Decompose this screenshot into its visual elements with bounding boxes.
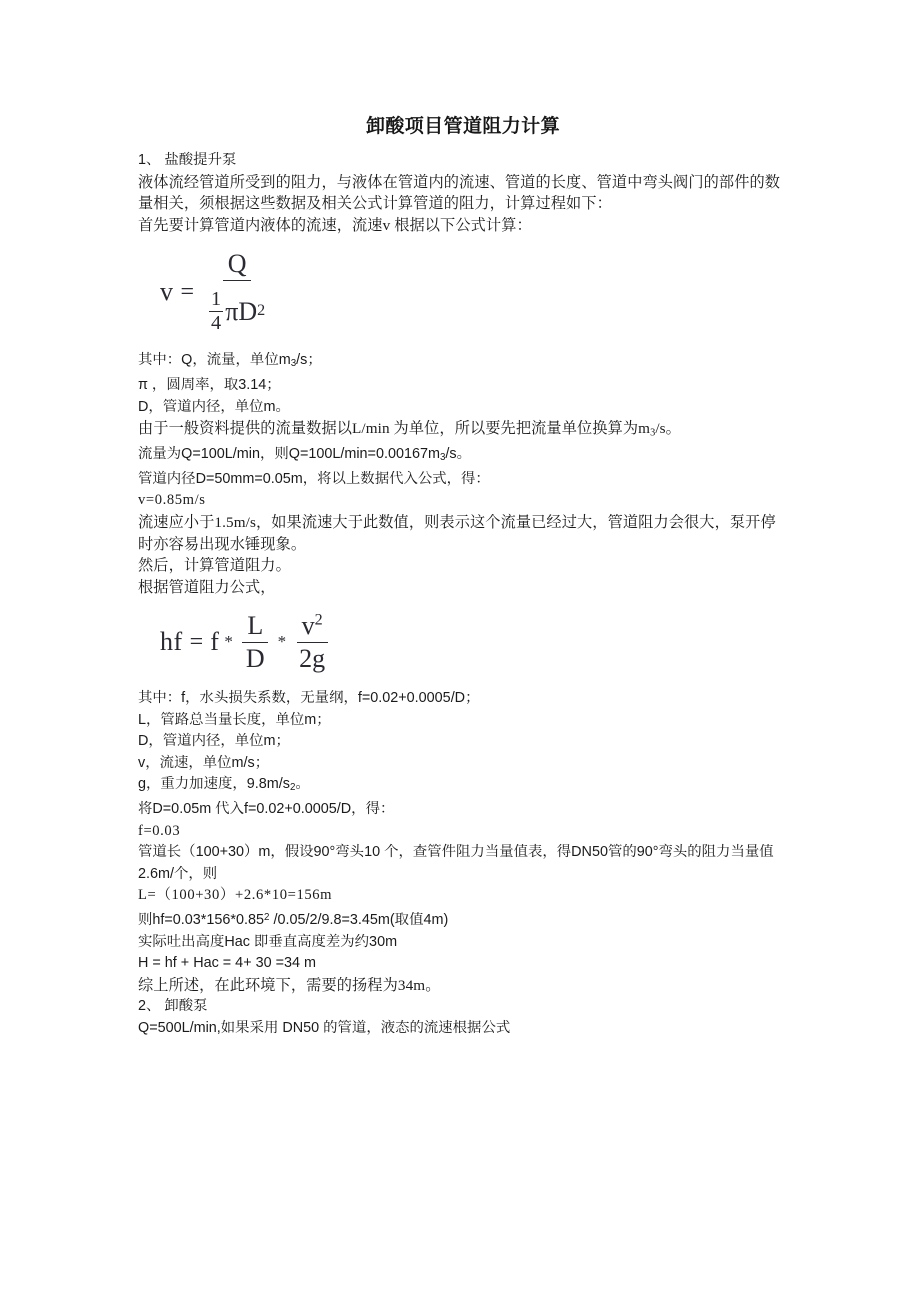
flow-rate-tail: /s。 <box>445 446 472 463</box>
total-head-equation: H = hf + Hac = 4+ 30 =34 m <box>138 955 316 972</box>
unit-conversion-sub: 3 <box>650 427 656 439</box>
conclusion-line: 综上所述，在此环境下，需要的扬程为34m。 <box>138 976 441 994</box>
unit-conversion-tail: /s。 <box>655 420 681 438</box>
velocity-exponent: 2 <box>314 611 323 629</box>
section-2-heading: 2、 卸酸泵 <box>138 998 208 1015</box>
page-title: 卸酸项目管道阻力计算 <box>365 116 560 137</box>
variable-v-definition: v，流速，单位m/s； <box>138 754 270 771</box>
variable-Q-sub: 3 <box>290 358 297 370</box>
variable-Q-text: 其中：Q，流量，单位m <box>138 352 291 369</box>
quarter-fraction-numerator: 1 <box>209 289 223 312</box>
pipe-length-elbow-note: 管道长（100+30）m，假设90°弯头10 个，查管件阻力当量值表，得DN50管的90°弯头的阻力当量值2.6m/个，则 <box>138 844 774 882</box>
head-loss-formula-equals: = <box>189 629 204 656</box>
unit-conversion-text: 由于一般资料提供的流量数据以L/min 为单位，所以要先把流量单位换算为m <box>138 420 651 438</box>
friction-factor-symbol: f <box>210 627 220 657</box>
variable-pi-definition: π ，圆周率，取3.14； <box>138 376 281 393</box>
variable-L-definition: L，管路总当量长度，单位m； <box>138 711 331 728</box>
next-step-note: 然后，计算管道阻力。 <box>138 557 291 575</box>
pi-d-exponent: 2 <box>257 301 266 319</box>
f-substitution-line: 将D=0.05m 代入f=0.02+0.0005/D，得： <box>138 801 395 818</box>
head-loss-exponent: 2 <box>264 911 270 923</box>
quarter-fraction-denominator: 4 <box>211 311 222 334</box>
variable-D-definition: D，管道内径，单位m。 <box>138 398 290 415</box>
section-1-paragraph-1: 液体流经管道所受到的阻力，与液体在管道内的流速、管道的长度、管道中弯头阀门的部件的数量相关，须根据这些数据及相关公式计算管道的阻力，计算过程如下： <box>138 173 781 213</box>
velocity-head-fraction <box>294 612 330 672</box>
head-loss-value: /0.05/2/9.8=3.45m(取值4m) <box>269 912 449 929</box>
flow-rate-value <box>138 444 788 469</box>
variable-g-tail: 。 <box>295 776 310 793</box>
head-loss-formula-lhs: hf <box>160 627 183 657</box>
head-loss-formula <box>160 612 788 672</box>
document-body <box>138 112 788 1040</box>
velocity-formula-equals: = <box>180 279 195 306</box>
variable-D2-definition: D，管道内径，单位m； <box>138 733 290 750</box>
two-g-term: 2g <box>299 643 326 673</box>
variable-g-definition <box>138 774 788 799</box>
velocity-limit-note: 流速应小于1.5m/s，如果流速大于此数值，则表示这个流量已经过大，管道阻力会很大，泵开停时亦容易出现水锤现象。 <box>138 513 776 553</box>
unit-conversion-note <box>138 418 788 444</box>
velocity-symbol: v <box>301 611 315 641</box>
velocity-formula-lhs: v <box>160 277 174 307</box>
multiply-operator-2: * <box>277 631 287 651</box>
flow-rate-text: 流量为Q=100L/min，则Q=100L/min=0.00167m <box>138 446 440 463</box>
velocity-formula-numerator: Q <box>223 250 252 280</box>
velocity-formula <box>160 250 788 334</box>
multiply-operator-1: * <box>224 631 233 651</box>
head-loss-result <box>138 907 788 932</box>
head-loss-expression: 则hf=0.03*156*0.85 <box>138 912 265 929</box>
variable-g-text: g，重力加速度，9.8m/s <box>138 776 290 793</box>
f-result: f=0.03 <box>138 822 181 839</box>
diameter-symbol: D <box>245 643 265 673</box>
resistance-formula-intro: 根据管道阻力公式， <box>138 578 276 596</box>
velocity-squared <box>297 612 328 642</box>
variable-Q-unit-tail: /s； <box>296 352 322 369</box>
section-1-heading: 1、 盐酸提升泵 <box>138 152 237 168</box>
velocity-formula-fraction <box>204 250 270 334</box>
variable-Q-definition <box>138 350 788 375</box>
velocity-result: v=0.85m/s <box>138 492 206 509</box>
pipe-diameter-value: 管道内径D=50mm=0.05m，将以上数据代入公式，得： <box>138 470 490 487</box>
variable-f-definition: 其中：f，水头损失系数，无量纲，f=0.02+0.0005/D； <box>138 689 480 706</box>
pi-d-term: πD <box>225 296 258 326</box>
equivalent-length-result: L=（100+30）+2.6*10=156m <box>138 887 333 904</box>
quarter-fraction <box>209 289 223 335</box>
flow-rate-sub: 3 <box>439 452 446 464</box>
length-symbol: L <box>242 612 268 642</box>
variable-g-sub: 2 <box>289 782 296 794</box>
velocity-formula-denominator <box>204 281 270 335</box>
static-head-note: 实际吐出高度Hac 即垂直高度差为约30m <box>138 933 398 950</box>
length-over-diameter-fraction <box>241 612 270 672</box>
section-1-paragraph-2: 首先要计算管道内液体的流速，流速v 根据以下公式计算： <box>138 216 532 234</box>
section-2-paragraph-1: Q=500L/min,如果采用 DN50 的管道，液态的流速根据公式 <box>138 1020 511 1037</box>
